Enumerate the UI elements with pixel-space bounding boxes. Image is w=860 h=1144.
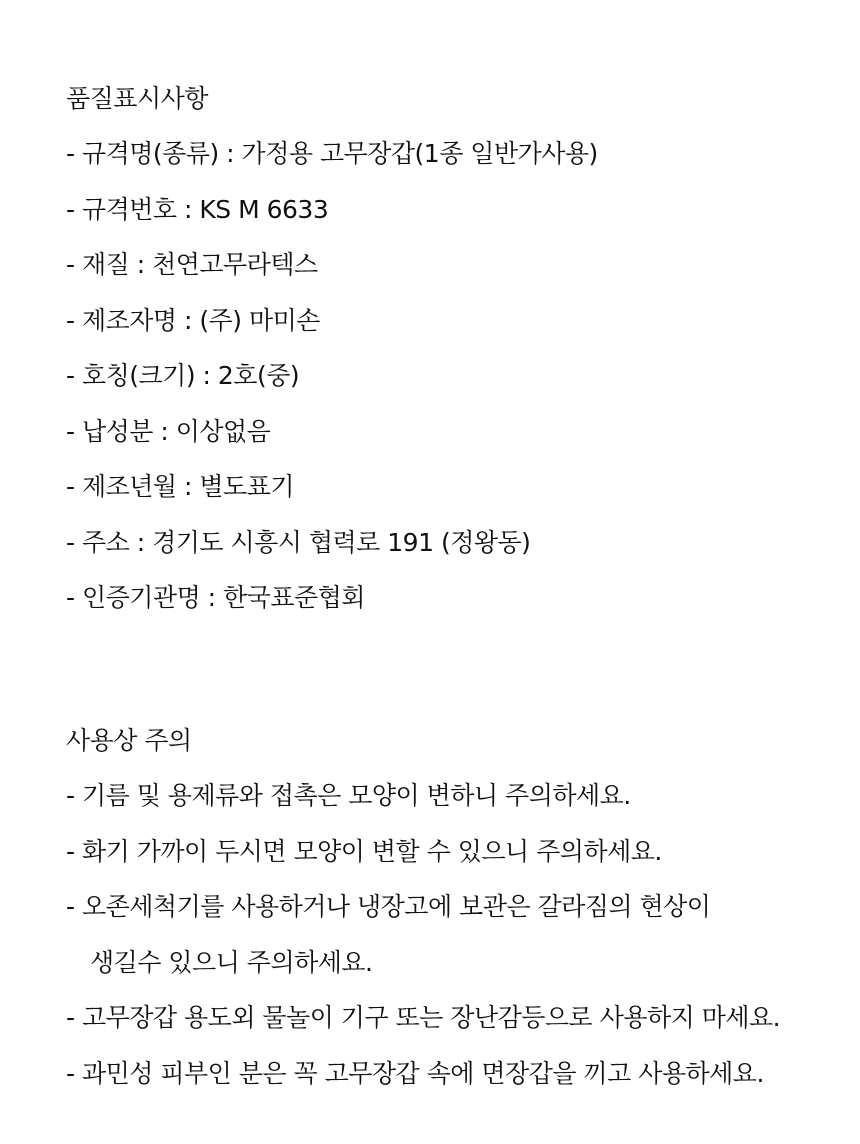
caution-item-fire: - 화기 가까이 두시면 모양이 변할 수 있으니 주의하세요. <box>66 837 662 866</box>
quality-item-spec-name: - 규격명(종류) : 가정용 고무장갑(1종 일반가사용) <box>66 139 598 168</box>
quality-item-material: - 재질 : 천연고무라텍스 <box>66 250 318 279</box>
caution-heading: 사용상 주의 <box>66 726 192 755</box>
caution-item-sensitive-skin: - 과민성 피부인 분은 꼭 고무장갑 속에 면장갑을 끼고 사용하세요. <box>66 1059 764 1088</box>
caution-item-usage: - 고무장갑 용도외 물놀이 기구 또는 장난감등으로 사용하지 마세요. <box>66 1003 781 1032</box>
quality-item-address: - 주소 : 경기도 시흥시 협력로 191 (정왕동) <box>66 528 531 557</box>
quality-item-spec-number: - 규격번호 : KS M 6633 <box>66 195 329 224</box>
caution-item-ozone-continued: 생길수 있으니 주의하세요. <box>90 948 373 977</box>
quality-item-manufacturer: - 제조자명 : (주) 마미손 <box>66 306 320 335</box>
caution-item-oil: - 기름 및 용제류와 접촉은 모양이 변하니 주의하세요. <box>66 781 631 810</box>
quality-item-lead: - 납성분 : 이상없음 <box>66 417 271 446</box>
quality-heading: 품질표시사항 <box>66 84 208 113</box>
quality-item-manufacture-date: - 제조년월 : 별도표기 <box>66 472 294 501</box>
caution-item-ozone: - 오존세척기를 사용하거나 냉장고에 보관은 갈라짐의 현상이 <box>66 892 711 921</box>
quality-item-size: - 호칭(크기) : 2호(중) <box>66 361 300 390</box>
quality-item-certification-body: - 인증기관명 : 한국표준협회 <box>66 583 365 612</box>
